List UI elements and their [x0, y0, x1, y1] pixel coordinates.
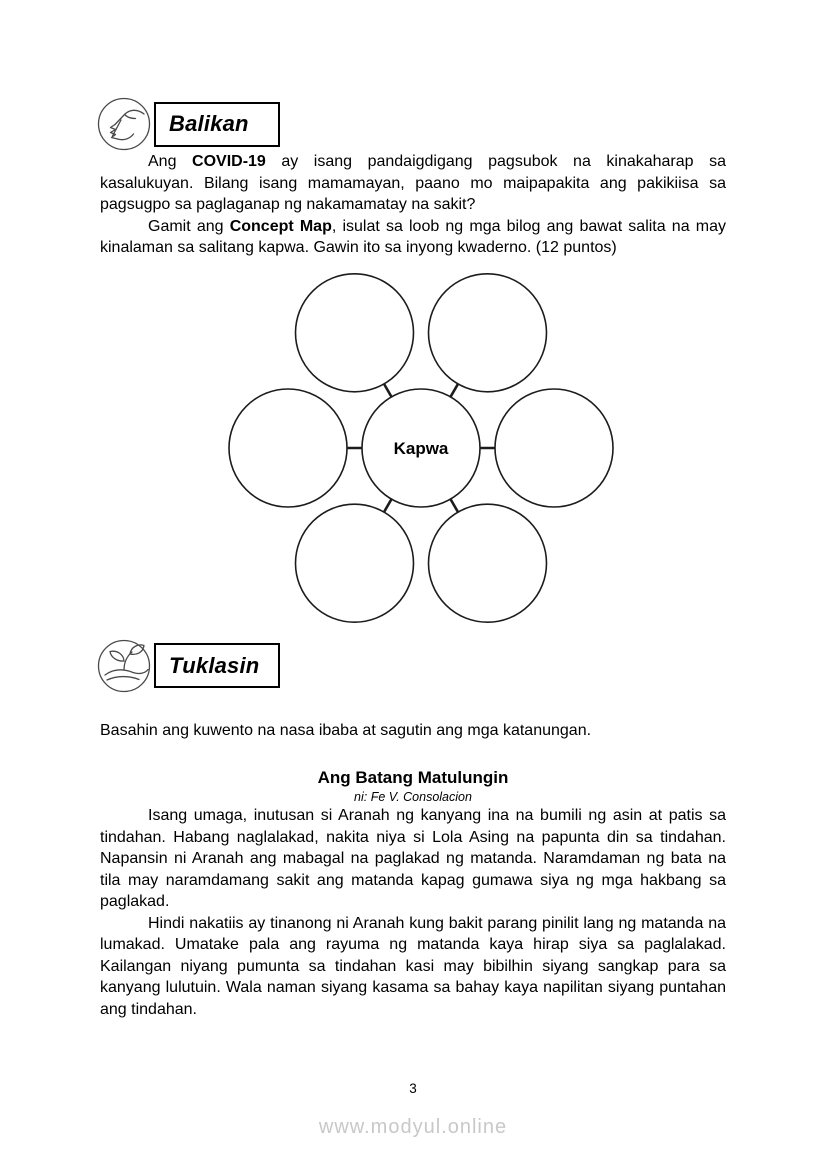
story-paragraph-1: Isang umaga, inutusan si Aranah ng kanyang ina na bumili ng asin at patis sa tindahan. Habang naglalakad, nakita niya si Lola Asing na papunta din sa tindahan. Napansin ni Aranah ang mabagal na paglakad ng matanda. Naramdaman ng bata na tila may naramdamang sakit ang matanda kapag gumawa siya ng mga hakbang sa paglakad.: [100, 807, 726, 910]
concept-map-center-label: Kapwa: [393, 438, 449, 458]
concept-circle-top-left: [296, 273, 414, 391]
concept-circle-bottom-left: [296, 504, 414, 622]
paragraph-text: Ang: [148, 153, 193, 170]
concept-circle-top-right: [429, 273, 547, 391]
story-paragraph-2: Hindi nakatiis ay tinanong ni Aranah kung bakit parang pinilit lang ng matanda na lumakad. Umatake pala ang rayuma ng matanda kaya hirap siya sa paglalakad. Kailangan niyang pumunta sa tindahan kasi may bibilhin siyang sangkap para sa kanyang lulutuin. Wala naman siyang kasama sa bahay kaya napilitan siyang puntahan ang tindahan.: [100, 914, 726, 1018]
paragraph-text: Gamit ang: [148, 217, 230, 235]
tuklasin-instruction: Basahin ang kuwento na nasa ibaba at sagutin ang mga katanungan.: [100, 721, 592, 739]
page-number: 3: [409, 1081, 417, 1096]
concept-circle-right: [495, 389, 613, 507]
concept-circle-left: [229, 389, 347, 507]
covid-19-bold-text: COVID-19: [192, 153, 266, 170]
hand-holding-leaves-icon: [97, 639, 151, 693]
tuklasin-header-box: [154, 643, 280, 688]
balikan-paragraph-1: [100, 151, 726, 216]
balikan-header-label: Balikan: [169, 111, 249, 136]
section-header-tuklasin: [97, 639, 726, 693]
balikan-paragraph-2: [100, 216, 726, 259]
paragraph-text: , isulat sa loob ng mga bilog ang bawat salita na may kinalaman sa salitang kapwa. Gawin ito sa inyong kwaderno. (12 puntos): [100, 217, 726, 256]
tuklasin-header-label: Tuklasin: [169, 652, 260, 678]
balikan-header-box: [154, 102, 280, 147]
story-byline: ni: Fe V. Consolacion: [354, 790, 472, 804]
concept-map-bold-text: Concept Map: [229, 217, 332, 235]
story-title: Ang Batang Matulungin: [317, 768, 509, 787]
watermark-text: www.modyul.online: [318, 1116, 508, 1138]
concept-map: [100, 267, 726, 629]
concept-map-diagram: [206, 267, 636, 629]
concept-circle-bottom-right: [429, 504, 547, 622]
paragraph-text: ay isang pandaigdigang pagsubok na kinakaharap sa kasalukuyan. Bilang isang mamamayan, paano mo maipapakita ang pakikiisa sa pagsugpo sa paglaganap ng nakamamatay na sakit?: [100, 153, 726, 213]
section-header-balikan: [97, 0, 726, 151]
hands-writing-icon: [97, 97, 151, 151]
